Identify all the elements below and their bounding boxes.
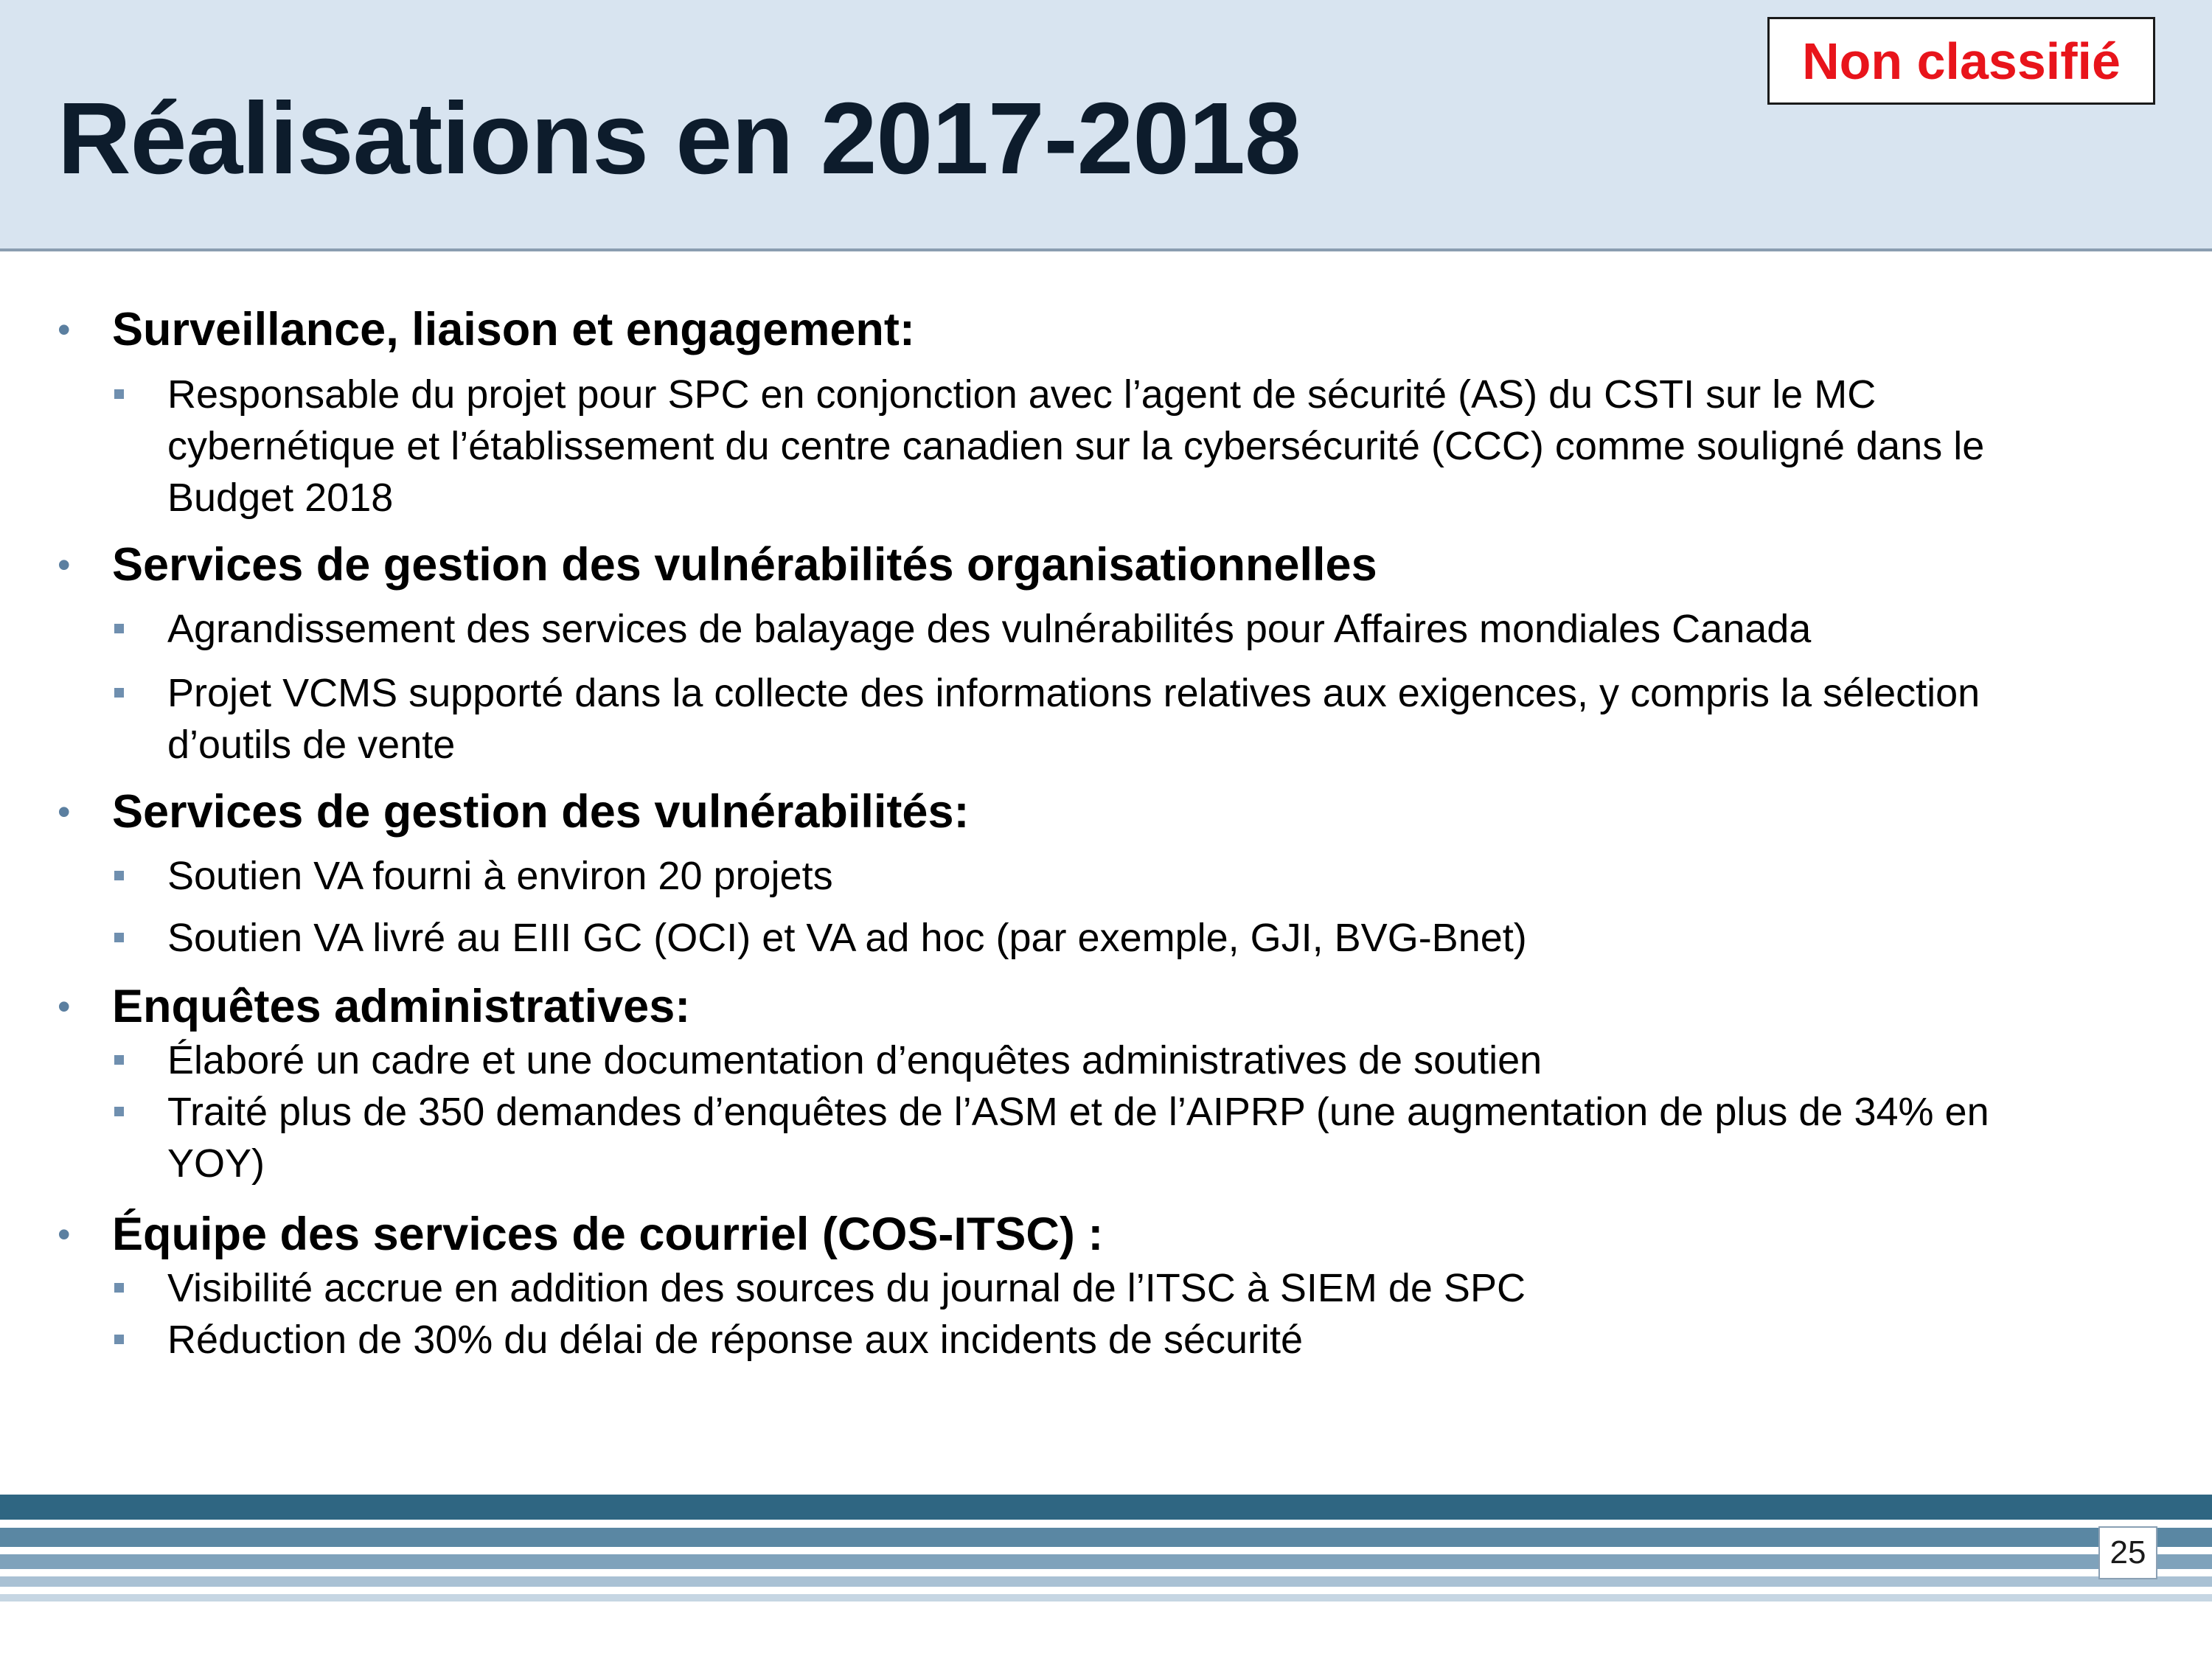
list-item-line: YOY) — [167, 1141, 265, 1186]
bullet-icon: • — [58, 544, 71, 585]
list-item-line: Budget 2018 — [167, 476, 394, 520]
list-item-line: cybernétique et l’établissement du centre canadien sur la cybersécurité (CCC) comme souligné dans le — [167, 424, 1985, 468]
list-item-line: Élaboré un cadre et une documentation d’enquêtes administratives de soutien — [167, 1038, 1543, 1082]
list-item — [167, 369, 2158, 524]
footer-stripe — [0, 1528, 2212, 1547]
bullet-icon: • — [58, 1214, 71, 1255]
slide-title: Réalisations en 2017-2018 — [58, 82, 1301, 195]
list-item-line: Soutien VA fourni à environ 20 projets — [167, 854, 833, 898]
footer-stripe — [0, 1576, 2212, 1587]
list-item — [167, 912, 2158, 964]
list-item-line: Réduction de 30% du délai de réponse aux incidents de sécurité — [167, 1318, 1304, 1362]
square-bullet-icon — [114, 688, 124, 698]
section-heading: Services de gestion des vulnérabilités organisationnelles — [112, 539, 1377, 591]
section-heading: Surveillance, liaison et engagement: — [112, 304, 915, 355]
list-item-line: Soutien VA livré au EIII GC (OCI) et VA ad hoc (par exemple, GJI, BVG-Bnet) — [167, 916, 1527, 960]
list-item — [167, 1034, 2158, 1086]
square-bullet-icon — [114, 1335, 124, 1344]
list-item — [167, 1314, 2158, 1366]
list-item-line: d’outils de vente — [167, 723, 456, 767]
bullet-icon: • — [58, 986, 71, 1027]
list-item-line: Responsable du projet pour SPC en conjonction avec l’agent de sécurité (AS) du CSTI sur le MC — [167, 372, 1877, 417]
square-bullet-icon — [114, 624, 124, 633]
square-bullet-icon — [114, 1055, 124, 1065]
square-bullet-icon — [114, 1283, 124, 1293]
bullet-icon: • — [58, 309, 71, 350]
list-item — [167, 667, 2158, 771]
list-item — [167, 850, 2158, 902]
list-item — [167, 603, 2158, 655]
footer-stripe — [0, 1495, 2212, 1520]
section-heading: Services de gestion des vulnérabilités: — [112, 786, 970, 838]
square-bullet-icon — [114, 871, 124, 880]
section-heading: Équipe des services de courriel (COS-ITSC) : — [112, 1208, 1104, 1260]
square-bullet-icon — [114, 389, 124, 399]
list-item-line: Traité plus de 350 demandes d’enquêtes de l’ASM et de l’AIPRP (une augmentation de plus de 34% en — [167, 1090, 1989, 1134]
list-item-line: Projet VCMS supporté dans la collecte des informations relatives aux exigences, y compris la sélection — [167, 671, 1980, 715]
classification-badge: Non classifié — [1767, 17, 2155, 105]
list-item-line: Visibilité accrue en addition des sources du journal de l’ITSC à SIEM de SPC — [167, 1266, 1526, 1310]
page-number: 25 — [2098, 1526, 2157, 1579]
list-item — [167, 1262, 2158, 1314]
section-heading: Enquêtes administratives: — [112, 981, 691, 1032]
footer-stripe — [0, 1554, 2212, 1569]
list-item-line: Agrandissement des services de balayage des vulnérabilités pour Affaires mondiales Canada — [167, 607, 1812, 651]
bullet-icon: • — [58, 791, 71, 832]
header-divider — [0, 248, 2212, 251]
square-bullet-icon — [114, 1107, 124, 1116]
square-bullet-icon — [114, 933, 124, 942]
list-item — [167, 1086, 2158, 1189]
footer-stripe — [0, 1594, 2212, 1601]
